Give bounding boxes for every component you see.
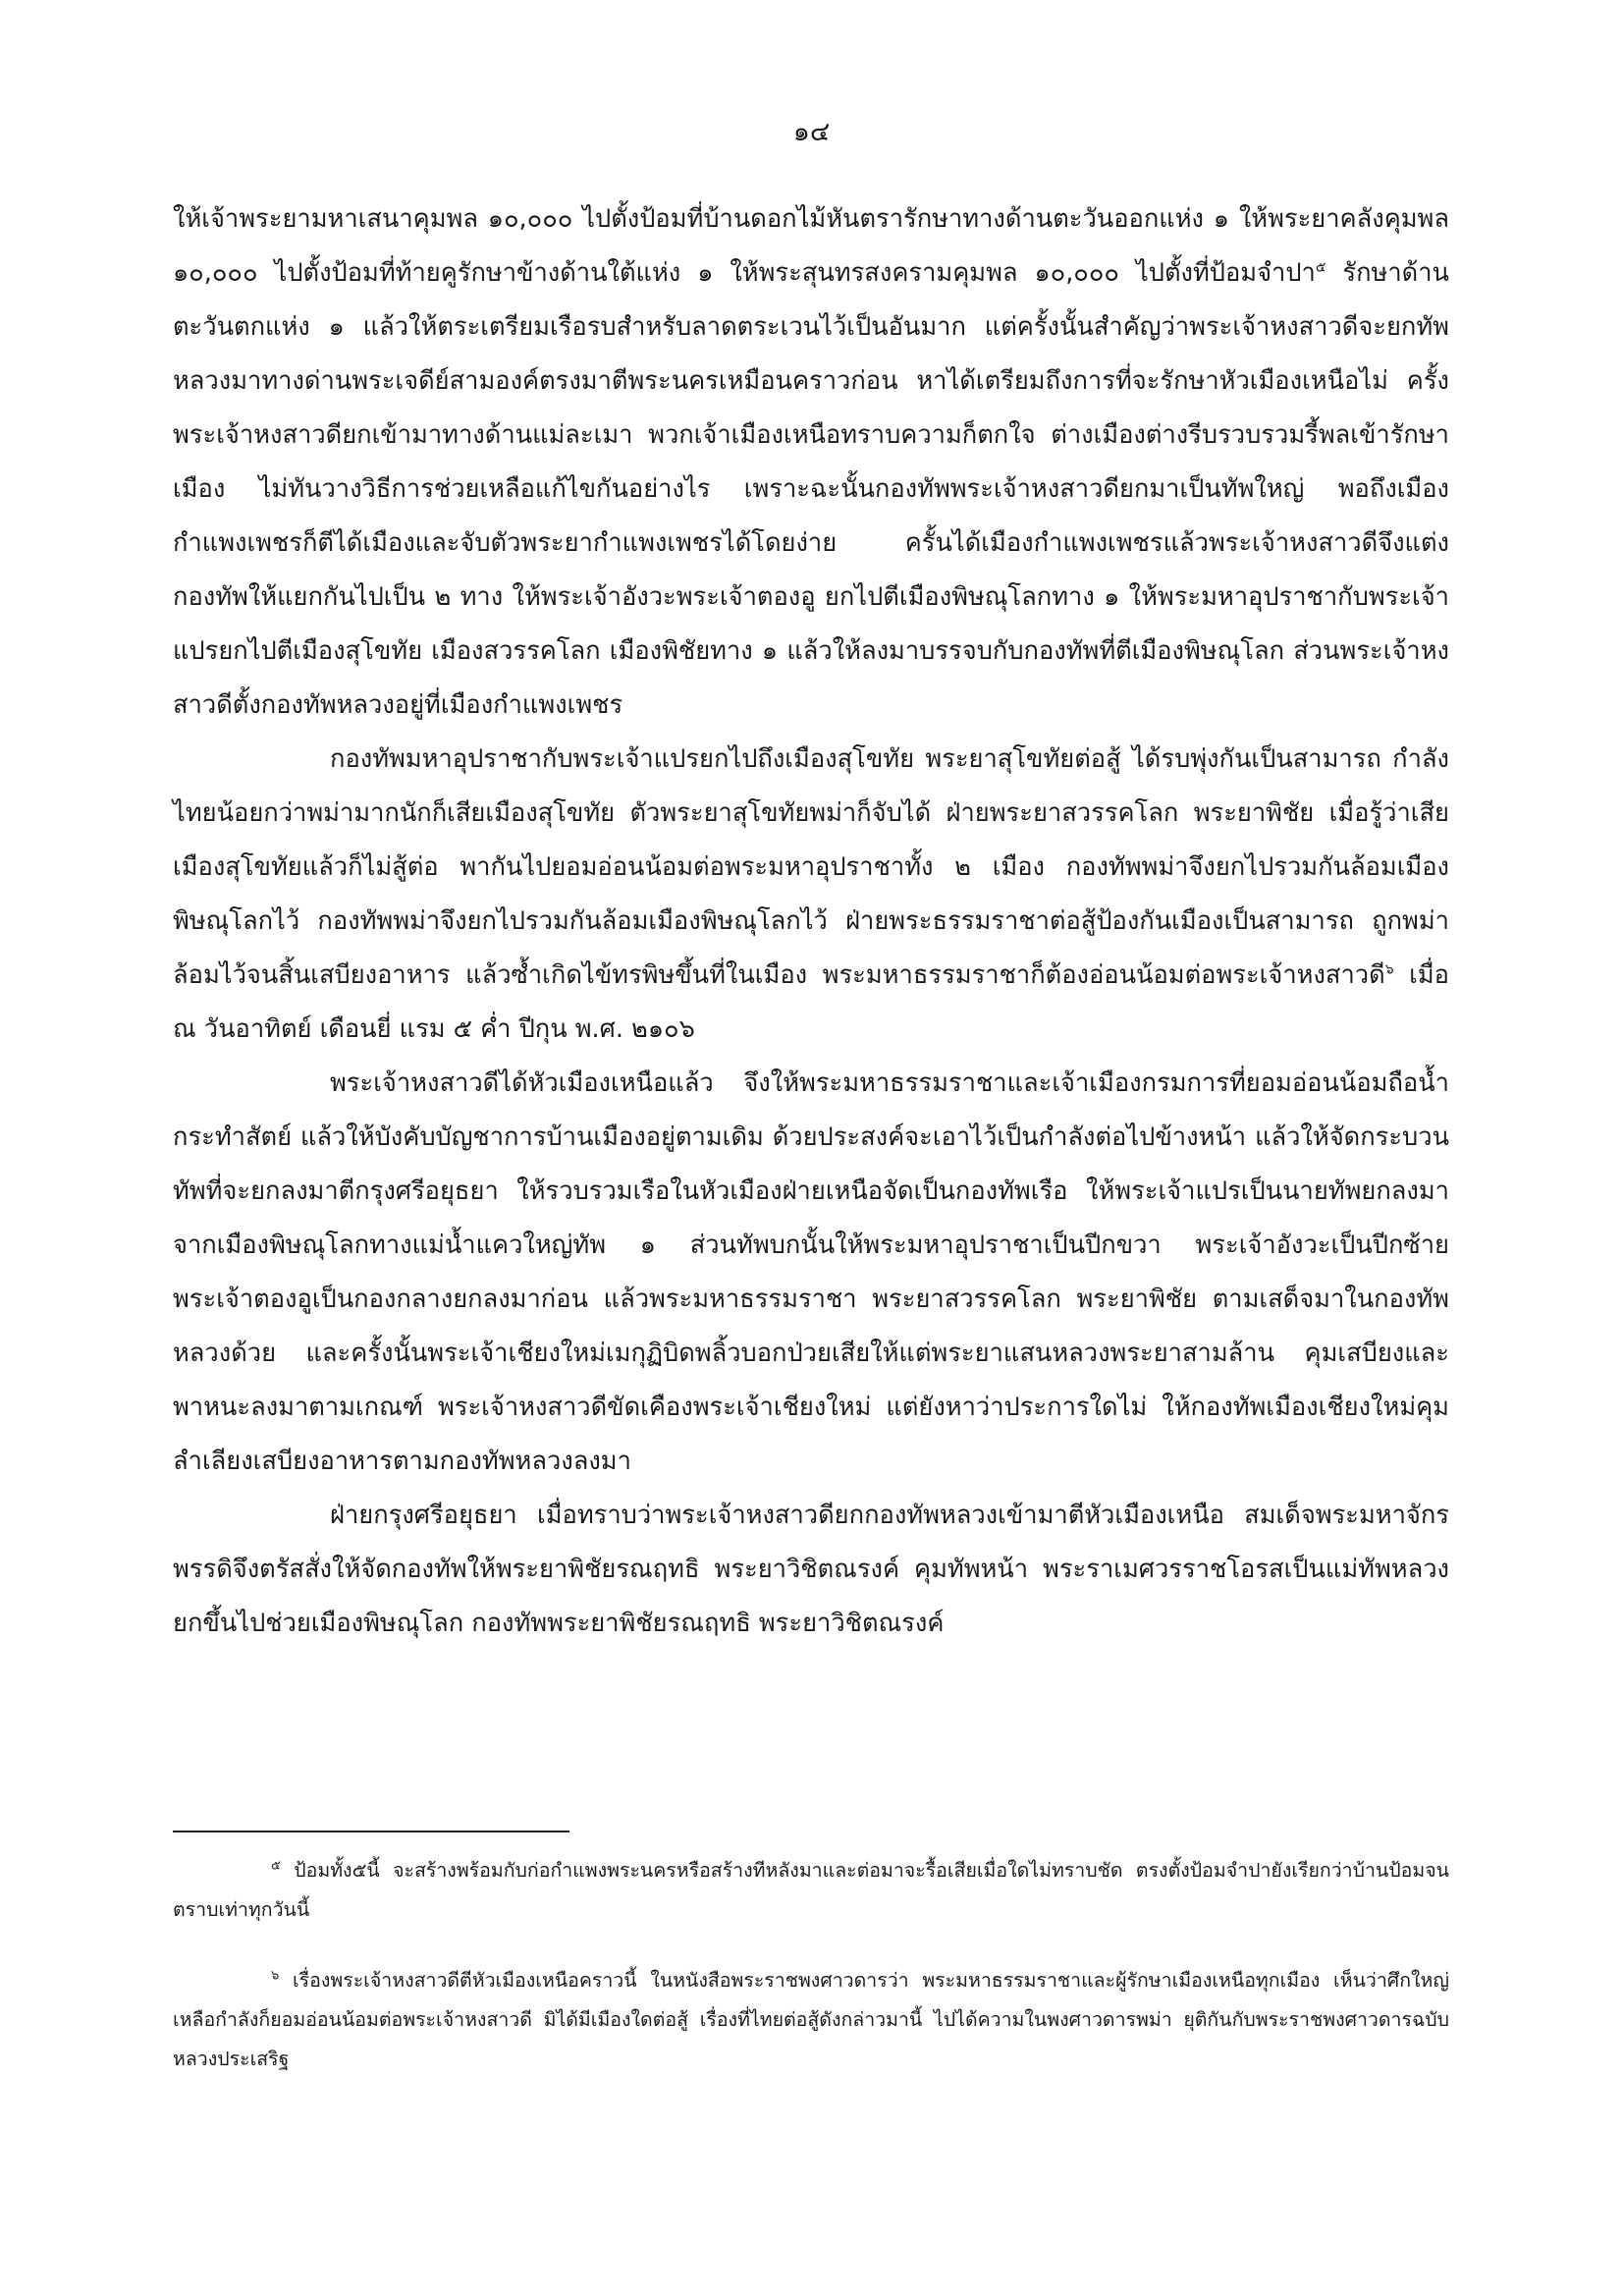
footnote-6-text: เรื่องพระเจ้าหงสาวดีตีหัวเมืองเหนือคราวนี้ ในหนังสือพระราชพงศาวดารว่า พระมหาธรรมราชาและผู้รักษาเมืองเหนือทุกเมือง เห็นว่าศึกใหญ่เหลือกำลังก็ยอมอ่อนน้อมต่อพระเจ้าหงสาวดี มิได้มีเมืองใดต่อสู้ เรื่องที่ไทยต่อสู้ดังกล่าวมานี้ ไปได้ความในพงศาวดารพม่า ยุติกันกับพระราชพงศาวดารฉบับหลวงประเสริฐ: [173, 1969, 1449, 2070]
paragraph-2: [173, 733, 1449, 1057]
footnote-5-mark: ๕: [271, 1858, 281, 1874]
paragraph-1-text-b: รักษาด้านตะวันตกแห่ง ๑ แล้วให้ตระเตรียมเรือรบสำหรับลาดตระเวนไว้เป็นอันมาก แต่ครั้งนั้นสำคัญว่าพระเจ้าหงสาวดีจะยกทัพหลวงมาทางด่านพระเจดีย์สามองค์ตรงมาตีพระนครเหมือนคราวก่อน หาได้เตรียมถึงการที่จะรักษาหัวเมืองเหนือไม่ ครั้งพระเจ้าหงสาวดียกเข้ามาทางด้านแม่ละเมา พวกเจ้าเมืองเหนือทราบความก็ตกใจ ต่างเมืองต่างรีบรวบรวมรี้พลเข้ารักษาเมือง ไม่ทันวางวิธีการช่วยเหลือแก้ไขกันอย่างไร เพราะฉะนั้นกองทัพพระเจ้าหงสาวดียกมาเป็นทัพใหญ่ พอถึงเมืองกำแพงเพชรก็ตีได้เมืองและจับตัวพระยากำแพงเพชรได้โดยง่าย ครั้นได้เมืองกำแพงเพชรแล้วพระเจ้าหงสาวดีจึงแต่งกองทัพให้แยกกันไปเป็น ๒ ทาง ให้พระเจ้าอังวะพระเจ้าตองอู ยกไปตีเมืองพิษณุโลกทาง ๑ ให้พระมหาอุปราชากับพระเจ้าแปรยกไปตีเมืองสุโขทัย เมืองสวรรคโลก เมืองพิชัยทาง ๑ แล้วให้ลงมาบรรจบกับกองทัพที่ตีเมืองพิษณุโลก ส่วนพระเจ้าหงสาวดีตั้งกองทัพหลวงอยู่ที่เมืองกำแพงเพชร: [173, 258, 1449, 720]
paragraph-1: [173, 192, 1449, 733]
footnote-6-mark: ๖: [271, 1968, 280, 1984]
paragraph-3-text: พระเจ้าหงสาวดีได้หัวเมืองเหนือแล้ว จึงให้พระมหาธรรมราชาและเจ้าเมืองกรมการที่ยอมอ่อนน้อมถือน้ำกระทำสัตย์ แล้วให้บังคับบัญชาการบ้านเมืองอยู่ตามเดิม ด้วยประสงค์จะเอาไว้เป็นกำลังต่อไปข้างหน้า แล้วให้จัดกระบวนทัพที่จะยกลงมาตีกรุงศรีอยุธยา ให้รวบรวมเรือในหัวเมืองฝ่ายเหนือจัดเป็นกองทัพเรือ ให้พระเจ้าแปรเป็นนายทัพยกลงมาจากเมืองพิษณุโลกทางแม่น้ำแควใหญ่ทัพ ๑ ส่วนทัพบกนั้นให้พระมหาอุปราชาเป็นปีกขวา พระเจ้าอังวะเป็นปีกซ้าย พระเจ้าตองอูเป็นกองกลางยกลงมาก่อน แล้วพระมหาธรรมราชา พระยาสวรรคโลก พระยาพิชัย ตามเสด็จมาในกองทัพหลวงด้วย และครั้งนั้นพระเจ้าเชียงใหม่เมกุฏิบิดพลิ้วบอกป่วยเสียให้แต่พระยาแสนหลวงพระยาสามล้าน คุมเสบียงและพาหนะลงมาตามเกณฑ์ พระเจ้าหงสาวดีขัดเคืองพระเจ้าเชียงใหม่ แต่ยังหาว่าประการใดไม่ ให้กองทัพเมืองเชียงใหม่คุมลำเลียงเสบียงอาหารตามกองทัพหลวงลงมา: [173, 1068, 1449, 1476]
footnote-5-text: ป้อมทั้ง๕นี้ จะสร้างพร้อมกับก่อกำแพงพระนครหรือสร้างทีหลังมาและต่อมาจะรื้อเสียเมื่อใดไม่ทราบชัด ตรงตั้งป้อมจำปายังเรียกว่าบ้านป้อมจนตราบเท่าทุกวันนี้: [173, 1859, 1449, 1921]
footnote-divider: [173, 1831, 569, 1832]
footnote-6: [173, 1961, 1449, 2079]
paragraph-2-text-a: กองทัพมหาอุปราชากับพระเจ้าแปรยกไปถึงเมืองสุโขทัย พระยาสุโขทัยต่อสู้ ได้รบพุ่งกันเป็นสามารถ กำลังไทยน้อยกว่าพม่ามากนักก็เสียเมืองสุโขทัย ตัวพระยาสุโขทัยพม่าก็จับได้ ฝ่ายพระยาสวรรคโลก พระยาพิชัย เมื่อรู้ว่าเสียเมืองสุโขทัยแล้วก็ไม่สู้ต่อ พากันไปยอมอ่อนน้อมต่อพระมหาอุปราชาทั้ง ๒ เมือง กองทัพพม่าจึงยกไปรวมกันล้อมเมืองพิษณุโลกไว้ กองทัพพม่าจึงยกไปรวมกันล้อมเมืองพิษณุโลกไว้ ฝ่ายพระธรรมราชาต่อสู้ป้องกันเมืองเป็นสามารถ ถูกพม่าล้อมไว้จนสิ้นเสบียงอาหาร แล้วซ้ำเกิดไข้ทรพิษขึ้นที่ในเมือง พระมหาธรรมราชาก็ต้องอ่อนน้อมต่อพระเจ้าหงสาวดี: [173, 744, 1449, 990]
footnotes: [173, 1851, 1449, 2110]
page-number: ๑๔: [792, 117, 831, 147]
paragraph-3: [173, 1057, 1449, 1489]
paragraph-2-text-b: เมื่อ ณ วันอาทิตย์ เดือนยี่ แรม ๕ ค่ำ ปีกุน พ.ศ. ๒๑๐๖: [173, 960, 1449, 1044]
footnote-ref-5[interactable]: ๕: [1315, 259, 1326, 276]
paragraph-4-text: ฝ่ายกรุงศรีอยุธยา เมื่อทราบว่าพระเจ้าหงสาวดียกกองทัพหลวงเข้ามาตีหัวเมืองเหนือ สมเด็จพระมหาจักรพรรดิจึงตรัสสั่งให้จัดกองทัพให้พระยาพิชัยรณฤทธิ พระยาวิชิตณรงค์ คุมทัพหน้า พระราเมศวรราชโอรสเป็นแม่ทัพหลวง ยกขึ้นไปช่วยเมืองพิษณุโลก กองทัพพระยาพิชัยรณฤทธิ พระยาวิชิตณรงค์: [173, 1501, 1449, 1638]
paragraph-1-text-a: ให้เจ้าพระยามหาเสนาคุมพล ๑๐,๐๐๐ ไปตั้งป้อมที่บ้านดอกไม้หันตรารักษาทางด้านตะวันออกแห่ง ๑ ให้พระยาคลังคุมพล ๑๐,๐๐๐ ไปตั้งป้อมที่ท้ายคูรักษาข้างด้านใต้แห่ง ๑ ให้พระสุนทรสงครามคุมพล ๑๐,๐๐๐ ไปตั้งที่ป้อมจำปา: [173, 204, 1449, 288]
footnote-ref-6[interactable]: ๖: [1384, 961, 1394, 978]
paragraph-4: [173, 1489, 1449, 1651]
body-text: [173, 192, 1449, 1651]
footnote-5: [173, 1851, 1449, 1930]
